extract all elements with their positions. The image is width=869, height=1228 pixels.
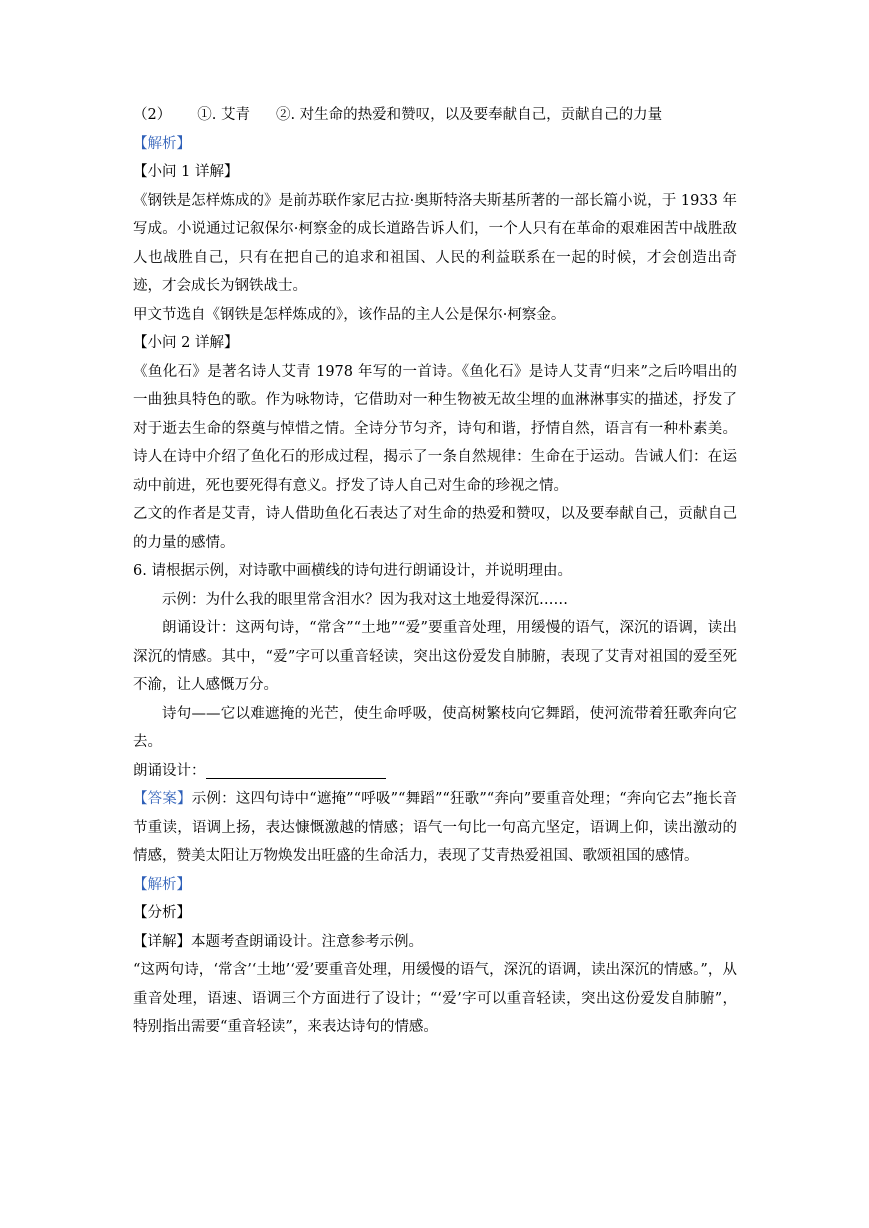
document-content bbox=[133, 101, 737, 1042]
q6-question: 6. 请根据示例，对诗歌中画横线的诗句进行朗诵设计，并说明理由。 bbox=[133, 563, 572, 579]
q6-design-line bbox=[133, 757, 737, 786]
q6-poem-line: 诗句——它以难遮掩的光芒，使生命呼吸，使高树繁枝向它舞蹈，使河流带着狂歌奔向它去。 bbox=[133, 705, 737, 750]
q6-detail bbox=[133, 928, 737, 957]
q5-sub2-answer-2: ②. 对生命的热爱和赞叹，以及要奉献自己，贡献自己的力量 bbox=[275, 107, 663, 123]
q5-sub1-title: 【小问 1 详解】 bbox=[133, 164, 239, 180]
q6-answer-text: 示例：这四句诗中“遮掩”“呼吸”“舞蹈”“狂歌”“奔向”要重音处理；“奔向它去”拖长音节重读，语调上扬，表达慷慨激越的情感；语气一句比一句高亢坚定，语调上仰，读出激动的情感，赞美太阳让万物焕发出旺盛的生命活力，表现了艾青热爱祖国、歌颂祖国的感情。 bbox=[133, 791, 738, 864]
q5-sub2-conclusion: 乙文的作者是艾青，诗人借助鱼化石表达了对生命的热爱和赞叹，以及要奉献自己，贡献自己的力量的感情。 bbox=[133, 506, 737, 551]
q5-analysis-label: 【解析】 bbox=[133, 135, 191, 152]
q6-design-label: 朗诵设计： bbox=[133, 762, 206, 779]
q6-answer bbox=[133, 785, 737, 871]
q6-detail-label: 【详解】 bbox=[133, 933, 191, 950]
q5-sub2-number: （2） bbox=[133, 107, 172, 123]
q5-sub2-title: 【小问 2 详解】 bbox=[133, 335, 239, 351]
q5-sub2-answer-1: ①. 艾青 bbox=[197, 107, 250, 123]
answer-blank bbox=[206, 760, 386, 779]
q5-sub1-conclusion: 甲文节选自《钢铁是怎样炼成的》，该作品的主人公是保尔·柯察金。 bbox=[133, 306, 566, 323]
q6-detail-paragraph: “这两句诗，‘常含’‘土地’‘爱’要重音处理，用缓慢的语气，深沉的语调，读出深沉的情感。”，从重音处理，语速、语调三个方面进行了设计；“‘爱’字可以重音轻读，突出这份爱发自肺腑”，特别指出需要“重音轻读”，来表达诗句的情感。 bbox=[133, 962, 737, 1035]
q5-sub2-answer bbox=[133, 101, 737, 130]
q5-sub2-paragraph: 《鱼化石》是著名诗人艾青 1978 年写的一首诗。《鱼化石》是诗人艾青“归来”之后吟唱出的一曲独具特色的歌。作为咏物诗，它借助对一种生物被无故尘埋的血淋淋事实的描述，抒发了对于逝去生命的祭奠与悼惜之情。全诗分节匀齐，诗句和谐，抒情自然，语言有一种朴素美。诗人在诗中介绍了鱼化石的形成过程，揭示了一条自然规律：生命在于运动。告诫人们：在运动中前进，死也要死得有意义。抒发了诗人自己对生命的珍视之情。 bbox=[133, 363, 737, 494]
q6-example-design: 朗诵设计：这两句诗，“常含”“土地”“爱”要重音处理，用缓慢的语气，深沉的语调，读出深沉的情感。其中，“爱”字可以重音轻读，突出这份爱发自肺腑，表现了艾青对祖国的爱至死不渝，让人感慨万分。 bbox=[133, 620, 737, 693]
q6-detail-text: 本题考查朗诵设计。注意参考示例。 bbox=[191, 933, 423, 950]
q5-sub1-paragraph: 《钢铁是怎样炼成的》是前苏联作家尼古拉·奥斯特洛夫斯基所著的一部长篇小说，于 1933 年写成。小说通过记叙保尔·柯察金的成长道路告诉人们，一个人只有在革命的艰难困苦中战胜敌人也战胜自己，只有在把自己的追求和祖国、人民的利益联系在一起的时候，才会创造出奇迹，才会成长为钢铁战士。 bbox=[133, 192, 737, 294]
q6-example: 示例：为什么我的眼里常含泪水？因为我对这土地爱得深沉…… bbox=[162, 591, 568, 608]
q6-answer-label: 【答案】 bbox=[133, 791, 192, 807]
q6-analysis-label: 【解析】 bbox=[133, 876, 191, 893]
q6-fenxi-label: 【分析】 bbox=[133, 905, 191, 921]
